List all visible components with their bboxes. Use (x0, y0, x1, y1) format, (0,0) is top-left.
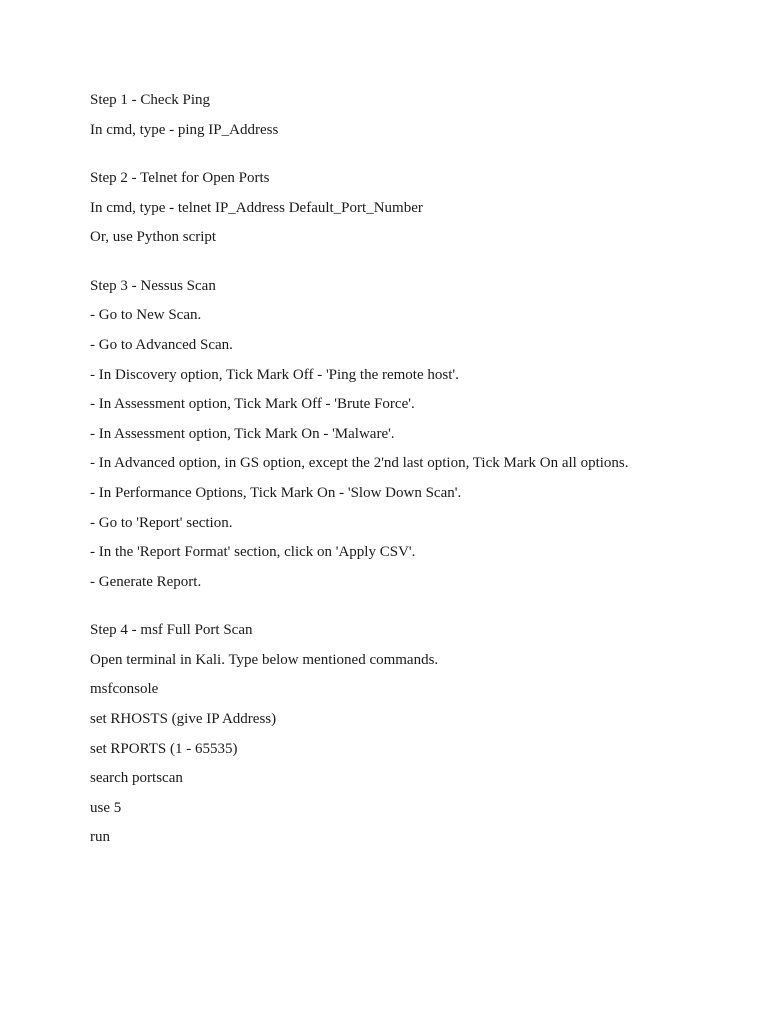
step-2-heading: Step 2 - Telnet for Open Ports (90, 170, 270, 187)
step-3-line: - In Advanced option, in GS option, except the 2'nd last option, Tick Mark On all options. (90, 455, 629, 472)
step-2-line: In cmd, type - telnet IP_Address Default_Port_Number (90, 199, 423, 216)
step-3-line: - Go to Advanced Scan. (90, 336, 233, 353)
step-4-section (90, 621, 750, 847)
step-4-command: use 5 (90, 799, 122, 816)
step-4-command: set RPORTS (1 - 65535) (90, 740, 238, 757)
document-page (90, 91, 750, 847)
step-3-line: - In Performance Options, Tick Mark On - 'Slow Down Scan'. (90, 484, 462, 501)
step-4-command: search portscan (90, 770, 183, 787)
step-1-heading: Step 1 - Check Ping (90, 92, 210, 108)
step-4-command: run (90, 829, 110, 846)
step-3-line: - Go to New Scan. (90, 307, 202, 324)
step-2-line: Or, use Python script (90, 229, 217, 246)
step-4-heading: Step 4 - msf Full Port Scan (90, 622, 253, 639)
step-3-line: - Generate Report. (90, 573, 202, 590)
step-3-line: - In Discovery option, Tick Mark Off - 'Ping the remote host'. (90, 366, 459, 383)
step-2-section (90, 169, 750, 247)
step-4-command: msfconsole (90, 681, 159, 698)
step-4-line: Open terminal in Kali. Type below mentioned commands. (90, 651, 439, 668)
step-1-line: In cmd, type - ping IP_Address (90, 121, 279, 138)
step-4-command: set RHOSTS (give IP Address) (90, 711, 277, 727)
step-3-line: - In the 'Report Format' section, click on 'Apply CSV'. (90, 544, 416, 561)
step-3-section (90, 277, 750, 592)
step-3-line: - In Assessment option, Tick Mark On - 'Malware'. (90, 425, 395, 442)
step-1-section (90, 91, 750, 140)
step-3-line: - In Assessment option, Tick Mark Off - 'Brute Force'. (90, 396, 415, 413)
step-3-heading: Step 3 - Nessus Scan (90, 277, 216, 294)
step-3-line: - Go to 'Report' section. (90, 514, 233, 531)
